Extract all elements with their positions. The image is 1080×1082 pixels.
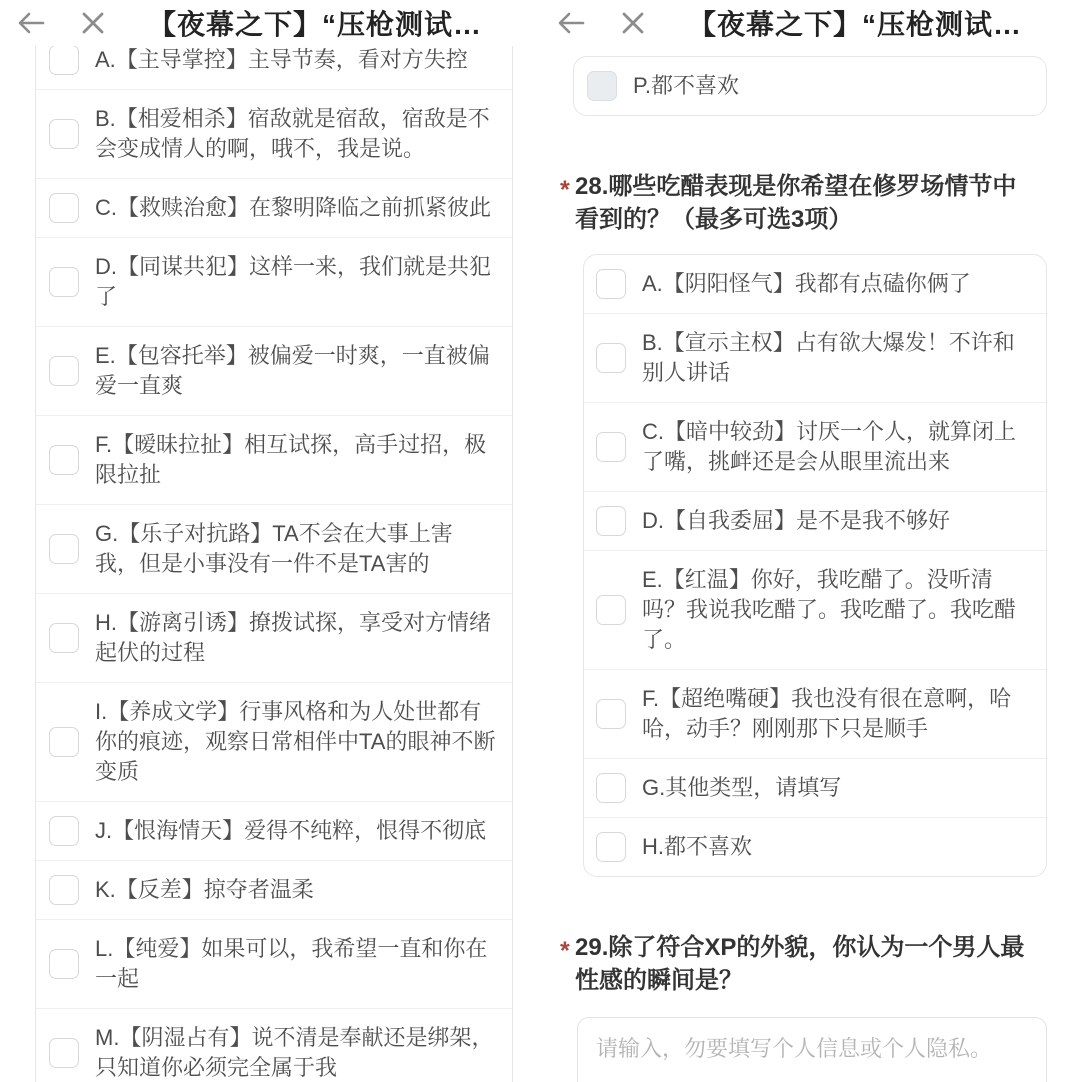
question-28-title: 28.哪些吃醋表现是你希望在修罗场情节中看到的？（最多可选3项） bbox=[575, 173, 1017, 233]
option-label: F.【暧昧拉扯】相互试探，高手过招，极限拉扯 bbox=[95, 432, 487, 487]
left-nav-header bbox=[0, 0, 540, 46]
checkbox[interactable] bbox=[596, 269, 626, 299]
checkbox[interactable] bbox=[49, 875, 79, 905]
screen-right bbox=[540, 0, 1080, 1082]
option-label: J.【恨海情天】爱得不纯粹，恨得不彻底 bbox=[95, 818, 487, 843]
checkbox[interactable] bbox=[49, 46, 79, 75]
close-icon[interactable] bbox=[618, 8, 648, 38]
checkbox[interactable] bbox=[49, 727, 79, 757]
option-label: H.【游离引诱】撩拨试探，享受对方情绪起伏的过程 bbox=[95, 610, 492, 665]
previous-question-last-option-card bbox=[573, 56, 1047, 116]
checkbox-option-row[interactable] bbox=[584, 670, 1046, 759]
question-29-title: 29.除了符合XP的外貌，你认为一个男人最性感的瞬间是？ bbox=[575, 934, 1025, 994]
page-title: 【夜幕之下】“压枪测试… bbox=[688, 9, 1023, 40]
close-icon[interactable] bbox=[78, 8, 108, 38]
question-29-heading bbox=[560, 931, 1050, 997]
option-label: I.【养成文学】行事风格和为人处世都有你的痕迹，观察日常相伴中TA的眼神不断变质 bbox=[95, 699, 496, 784]
checkbox-option-row[interactable] bbox=[36, 683, 512, 802]
option-label: B.【相爱相杀】宿敌就是宿敌，宿敌是不会变成情人的啊，哦不，我是说。 bbox=[95, 106, 490, 161]
option-label: A.【主导掌控】主导节奏，看对方失控 bbox=[95, 47, 468, 72]
checkbox-option-row[interactable] bbox=[584, 818, 1046, 876]
option-label: B.【宣示主权】占有欲大爆发！不许和别人讲话 bbox=[642, 330, 1015, 385]
checkbox-option-row[interactable] bbox=[36, 327, 512, 416]
right-nav-header bbox=[540, 0, 1080, 46]
checkbox-option-row[interactable] bbox=[584, 255, 1046, 314]
back-arrow-icon[interactable] bbox=[16, 8, 46, 38]
checkbox-option-row[interactable] bbox=[584, 492, 1046, 551]
checkbox-option-row[interactable] bbox=[36, 594, 512, 683]
option-label: K.【反差】掠夺者温柔 bbox=[95, 877, 314, 902]
checkbox[interactable] bbox=[49, 193, 79, 223]
checkbox[interactable] bbox=[49, 623, 79, 653]
question-28-options-card bbox=[583, 254, 1047, 877]
option-label: A.【阴阳怪气】我都有点磕你俩了 bbox=[642, 271, 971, 296]
option-label: M.【阴湿占有】说不清是奉献还是绑架，只知道你必须完全属于我 bbox=[95, 1025, 494, 1080]
option-label: H.都不喜欢 bbox=[642, 834, 753, 859]
option-label: G.【乐子对抗路】TA不会在大事上害我，但是小事没有一件不是TA害的 bbox=[95, 521, 453, 576]
checkbox-option-row[interactable] bbox=[574, 57, 1046, 115]
checkbox-option-row[interactable] bbox=[36, 861, 512, 920]
checkbox-option-row[interactable] bbox=[36, 920, 512, 1009]
question-28-heading bbox=[560, 170, 1050, 236]
checkbox[interactable] bbox=[49, 816, 79, 846]
option-label: P.都不喜欢 bbox=[633, 73, 739, 98]
checkbox[interactable] bbox=[49, 534, 79, 564]
option-label: C.【暗中较劲】讨厌一个人，就算闭上了嘴，挑衅还是会从眼里流出来 bbox=[642, 419, 1017, 474]
checkbox-option-row[interactable] bbox=[36, 238, 512, 327]
checkbox[interactable] bbox=[596, 773, 626, 803]
checkbox-option-row[interactable] bbox=[36, 1009, 512, 1082]
checkbox[interactable] bbox=[49, 445, 79, 475]
checkbox[interactable] bbox=[596, 432, 626, 462]
checkbox[interactable] bbox=[596, 343, 626, 373]
checkbox[interactable] bbox=[49, 267, 79, 297]
back-arrow-icon[interactable] bbox=[556, 8, 586, 38]
checkbox[interactable] bbox=[596, 832, 626, 862]
checkbox[interactable] bbox=[596, 699, 626, 729]
checkbox-option-row[interactable] bbox=[584, 759, 1046, 818]
checkbox-option-row[interactable] bbox=[584, 403, 1046, 492]
right-scroll-content bbox=[540, 46, 1080, 1082]
page-title: 【夜幕之下】“压枪测试… bbox=[148, 9, 483, 40]
checkbox[interactable] bbox=[49, 356, 79, 386]
option-label: G.其他类型，请填写 bbox=[642, 775, 842, 800]
checkbox[interactable] bbox=[596, 506, 626, 536]
option-label: C.【救赎治愈】在黎明降临之前抓紧彼此 bbox=[95, 195, 492, 220]
checkbox[interactable] bbox=[49, 119, 79, 149]
checkbox-option-row[interactable] bbox=[36, 90, 512, 179]
option-label: E.【包容托举】被偏爱一时爽，一直被偏爱一直爽 bbox=[95, 343, 490, 398]
checkbox-option-row[interactable] bbox=[36, 802, 512, 861]
checkbox[interactable] bbox=[49, 1038, 79, 1068]
left-scroll-content bbox=[0, 46, 540, 1082]
checkbox-option-row[interactable] bbox=[36, 505, 512, 594]
checkbox-option-row[interactable] bbox=[36, 46, 512, 90]
required-asterisk: * bbox=[560, 937, 570, 965]
checkbox-option-row[interactable] bbox=[36, 179, 512, 238]
checkbox-disabled[interactable] bbox=[587, 71, 617, 101]
checkbox-option-row[interactable] bbox=[584, 314, 1046, 403]
option-label: D.【自我委屈】是不是我不够好 bbox=[642, 508, 951, 533]
checkbox-option-row[interactable] bbox=[584, 551, 1046, 670]
checkbox[interactable] bbox=[596, 595, 626, 625]
question-27-options-card bbox=[35, 46, 513, 1082]
option-label: F.【超绝嘴硬】我也没有很在意啊，哈哈，动手？刚刚那下只是顺手 bbox=[642, 686, 1012, 741]
option-label: L.【纯爱】如果可以，我希望一直和你在一起 bbox=[95, 936, 488, 991]
checkbox-option-row[interactable] bbox=[36, 416, 512, 505]
free-text-answer-input[interactable] bbox=[577, 1017, 1047, 1082]
required-asterisk: * bbox=[560, 176, 570, 204]
option-label: E.【红温】你好，我吃醋了。没听清吗？我说我吃醋了。我吃醋了。我吃醋了。 bbox=[642, 567, 1017, 652]
option-label: D.【同谋共犯】这样一来，我们就是共犯了 bbox=[95, 254, 492, 309]
checkbox[interactable] bbox=[49, 949, 79, 979]
